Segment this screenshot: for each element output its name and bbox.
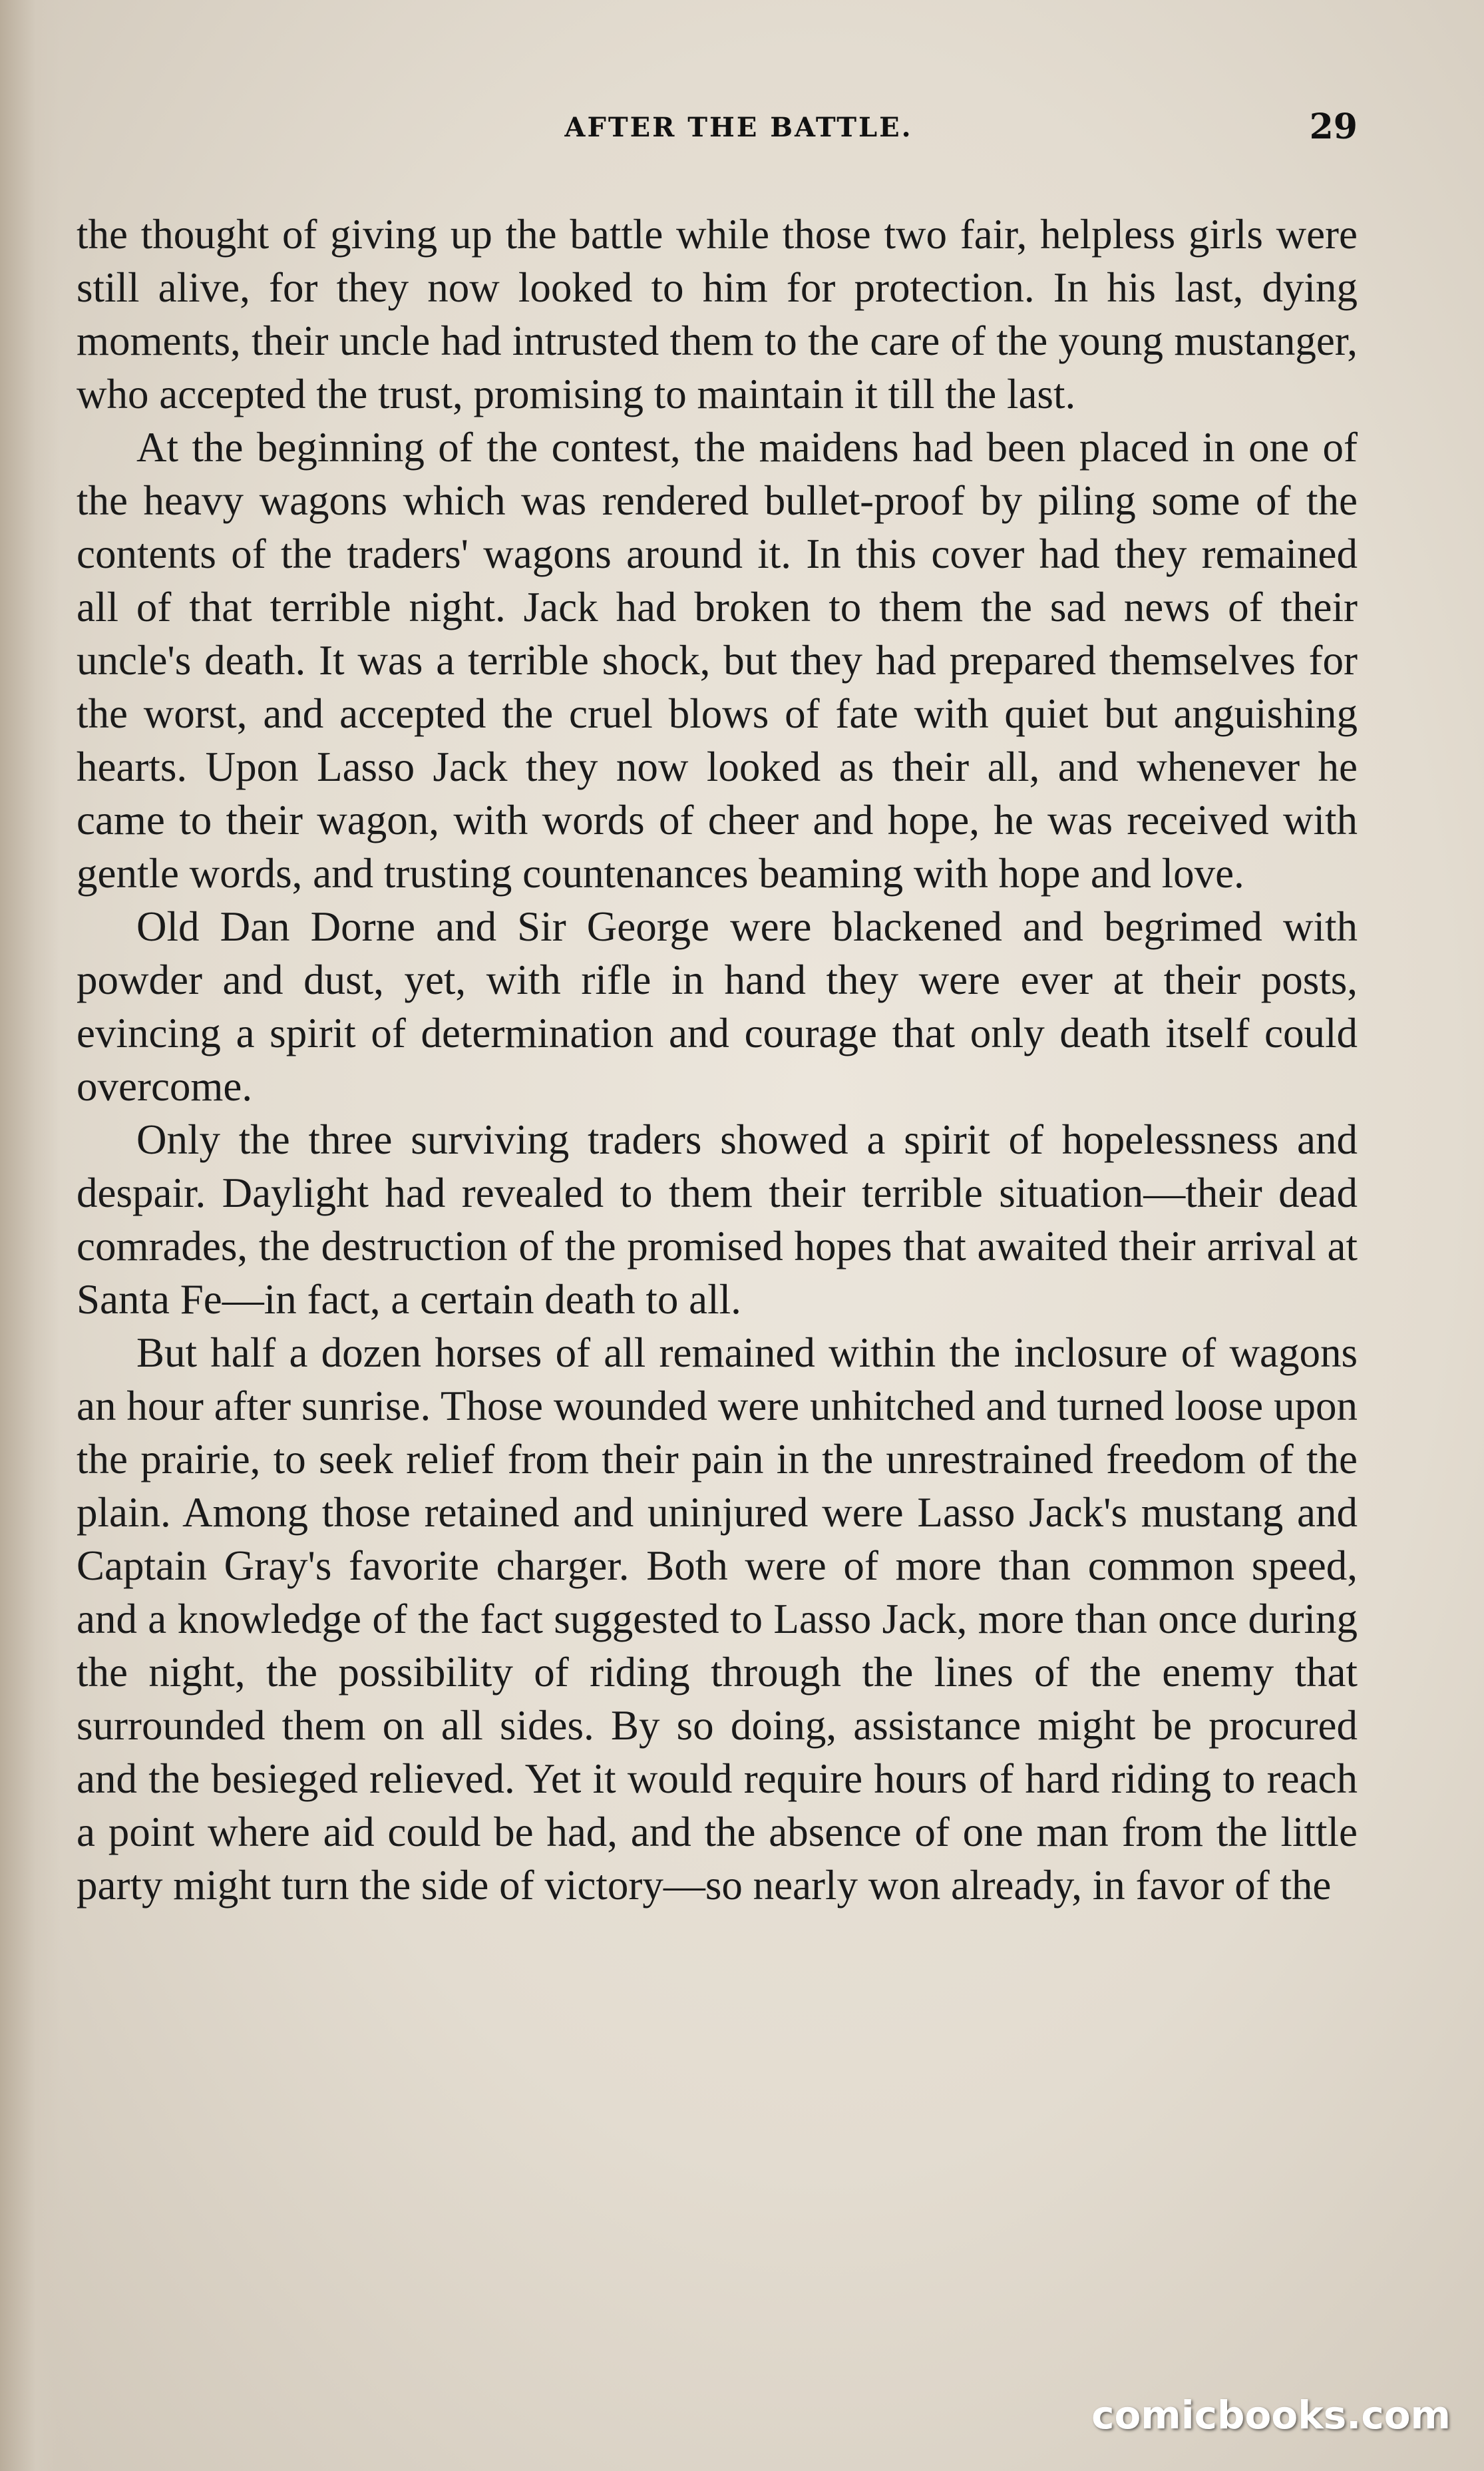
watermark: comicbooks.com — [1091, 2392, 1451, 2438]
paragraph: At the beginning of the contest, the maidens had been placed in one of the heavy wagons which was rendered bullet-proof by piling some of the contents of the traders' wagons around it. In this cover had they remained all of that terrible night. Jack had broken to them the sad news of their uncle's death. It was a terrible shock, but they had prepared themselves for the worst, and accepted the cruel blows of fate with quiet but anguishing hearts. Upon Lasso Jack they now looked as their all, and whenever he came to their wagon, with words of cheer and hope, he was received with gentle words, and trusting countenances beaming with hope and love. — [77, 424, 1358, 897]
body-text — [77, 208, 1358, 1912]
paragraph: Only the three surviving traders showed a spirit of hopelessness and despair. Daylight had revealed to them their terrible situation—their dead comrades, the destruction of the promised hopes that awaited their arrival at Santa Fe—in fact, a certain death to all. — [77, 1116, 1358, 1323]
running-title: AFTER THE BATTLE. — [564, 112, 913, 143]
paragraph: the thought of giving up the battle while those two fair, helpless girls were still alive, for they now looked to him for protection. In his last, dying moments, their uncle had intrusted them to the care of the young mustanger, who accepted the trust, promising to maintain it till the last. — [77, 211, 1358, 417]
paragraph: Old Dan Dorne and Sir George were blackened and begrimed with powder and dust, yet, with rifle in hand they were ever at their posts, evincing a spirit of determination and courage that only death itself could overcome. — [77, 903, 1358, 1110]
paragraph: But half a dozen horses of all remained within the inclosure of wagons an hour after sunrise. Those wounded were unhitched and turned loose upon the prairie, to seek relief from their pain in the unrestrained freedom of the plain. Among those retained and uninjured were Lasso Jack's mustang and Captain Gray's favorite charger. Both were of more than common speed, and a knowledge of the fact suggested to Lasso Jack, more than once during the night, the possibility of riding through the lines of the enemy that surrounded them on all sides. By so doing, assistance might be procured and the besieged relieved. Yet it would require hours of hard riding to reach a point where aid could be had, and the absence of one man from the little party might turn the side of victory—so nearly won already, in favor of the — [77, 1329, 1358, 1909]
page-number: 29 — [1309, 107, 1358, 147]
page-gutter — [0, 0, 60, 2471]
